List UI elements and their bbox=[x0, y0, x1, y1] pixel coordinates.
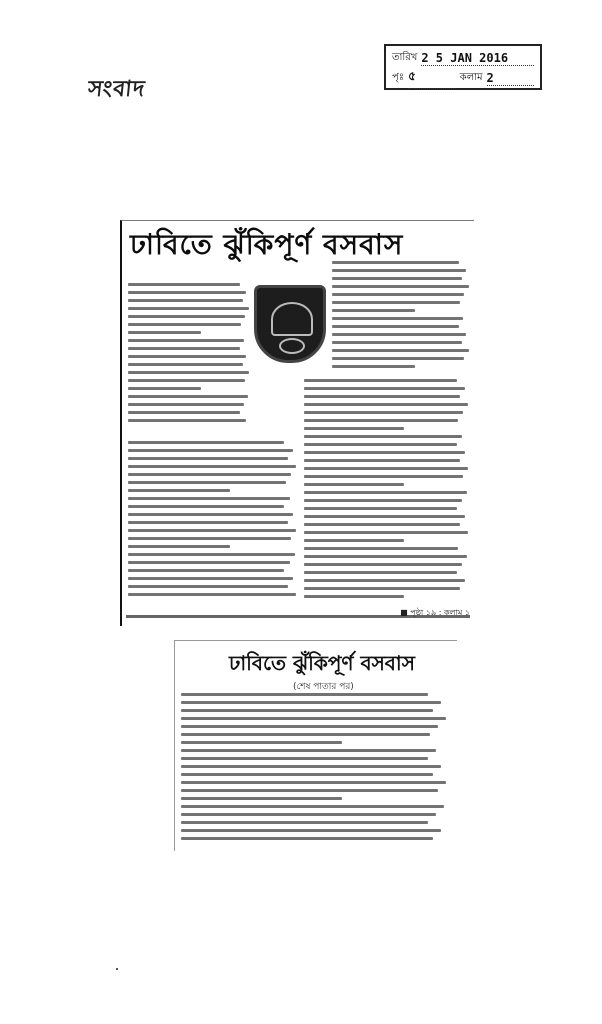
text-line bbox=[332, 277, 462, 280]
text-line bbox=[304, 403, 468, 406]
text-line bbox=[304, 515, 465, 518]
text-line bbox=[128, 529, 296, 532]
text-line bbox=[128, 411, 240, 414]
article-main-text-col-left-lower bbox=[128, 441, 298, 603]
stamp-column-label: কলাম bbox=[459, 71, 483, 83]
text-line bbox=[128, 537, 291, 540]
text-line bbox=[181, 701, 441, 704]
article-continued-clipping bbox=[174, 640, 457, 851]
text-line bbox=[128, 347, 240, 350]
text-line bbox=[332, 261, 459, 264]
text-line bbox=[304, 459, 460, 462]
text-line bbox=[181, 757, 428, 760]
article-continued-headline: ঢাবিতে ঝুঁকিপূর্ণ বসবাস bbox=[229, 651, 415, 675]
text-line bbox=[304, 507, 457, 510]
text-line bbox=[128, 585, 288, 588]
text-line bbox=[128, 331, 201, 334]
text-line bbox=[332, 301, 460, 304]
text-line bbox=[332, 341, 462, 344]
text-line bbox=[181, 781, 446, 784]
text-line bbox=[304, 491, 467, 494]
text-line bbox=[304, 467, 468, 470]
text-line bbox=[128, 355, 246, 358]
text-line bbox=[332, 333, 466, 336]
text-line bbox=[181, 829, 441, 832]
text-line bbox=[128, 371, 249, 374]
text-line bbox=[181, 813, 436, 816]
text-line bbox=[128, 457, 288, 460]
article-main-text-col-left bbox=[128, 283, 250, 433]
text-line bbox=[181, 765, 441, 768]
text-line bbox=[128, 593, 296, 596]
text-line bbox=[332, 309, 415, 312]
text-line bbox=[181, 709, 433, 712]
text-line bbox=[332, 325, 459, 328]
text-line bbox=[128, 553, 295, 556]
article-main-continuation-ref: ■ পৃষ্ঠা ১৯ : কলাম ১ bbox=[400, 608, 470, 617]
text-line bbox=[128, 363, 243, 366]
article-main-clipping bbox=[120, 220, 474, 626]
text-line bbox=[128, 387, 201, 390]
text-line bbox=[128, 339, 244, 342]
text-line bbox=[128, 497, 290, 500]
text-line bbox=[332, 269, 466, 272]
text-line bbox=[304, 579, 465, 582]
text-line bbox=[304, 427, 404, 430]
stamp-page-label: পৃঃ bbox=[392, 71, 405, 83]
text-line bbox=[304, 387, 465, 390]
text-line bbox=[128, 283, 240, 286]
text-line bbox=[332, 285, 469, 288]
text-line bbox=[304, 587, 460, 590]
text-line bbox=[181, 821, 428, 824]
stamp-page-value: ৫ bbox=[408, 68, 455, 89]
text-line bbox=[332, 293, 464, 296]
text-line bbox=[304, 571, 457, 574]
text-line bbox=[181, 725, 438, 728]
text-line bbox=[304, 595, 404, 598]
text-line bbox=[304, 499, 462, 502]
text-line bbox=[128, 379, 245, 382]
text-line bbox=[304, 411, 463, 414]
article-continued-subhead: (শেষ পাতার পর) bbox=[293, 682, 354, 692]
text-line bbox=[181, 789, 438, 792]
text-line bbox=[181, 733, 430, 736]
text-line bbox=[128, 489, 230, 492]
text-line bbox=[128, 521, 288, 524]
text-line bbox=[128, 513, 293, 516]
text-line bbox=[181, 805, 444, 808]
text-line bbox=[128, 569, 284, 572]
text-line bbox=[128, 577, 293, 580]
text-line bbox=[181, 717, 446, 720]
text-line bbox=[128, 449, 293, 452]
text-line bbox=[304, 451, 465, 454]
text-line bbox=[304, 483, 404, 486]
text-line bbox=[332, 317, 463, 320]
text-line bbox=[304, 539, 404, 542]
date-stamp bbox=[384, 44, 542, 90]
text-line bbox=[128, 291, 246, 294]
text-line bbox=[332, 365, 415, 368]
text-line bbox=[128, 473, 291, 476]
text-line bbox=[181, 693, 428, 696]
text-line bbox=[181, 749, 436, 752]
text-line bbox=[128, 441, 284, 444]
text-line bbox=[304, 379, 457, 382]
text-line bbox=[128, 315, 245, 318]
article-main-text-col-right-lower bbox=[304, 379, 470, 603]
text-line bbox=[181, 837, 433, 840]
text-line bbox=[304, 395, 460, 398]
text-line bbox=[128, 307, 249, 310]
stamp-date-row bbox=[392, 48, 534, 68]
text-line bbox=[128, 299, 243, 302]
text-line bbox=[181, 741, 342, 744]
text-line bbox=[128, 465, 296, 468]
stamp-date-label: তারিখ bbox=[392, 51, 418, 63]
text-line bbox=[128, 323, 241, 326]
text-line bbox=[304, 523, 460, 526]
text-line bbox=[128, 561, 290, 564]
university-logo-image bbox=[254, 285, 326, 363]
text-line bbox=[332, 349, 469, 352]
scan-speck bbox=[116, 968, 118, 970]
stamp-date-value: 2 5 JAN 2016 bbox=[421, 51, 534, 66]
text-line bbox=[128, 403, 244, 406]
text-line bbox=[128, 419, 246, 422]
text-line bbox=[304, 563, 462, 566]
text-line bbox=[128, 505, 284, 508]
text-line bbox=[128, 545, 230, 548]
text-line bbox=[181, 797, 342, 800]
stamp-page-row bbox=[392, 68, 534, 88]
text-line bbox=[128, 395, 248, 398]
text-line bbox=[304, 443, 457, 446]
article-main-headline: ঢাবিতে ঝুঁকিপূর্ণ বসবাস bbox=[130, 228, 404, 261]
text-line bbox=[128, 481, 286, 484]
newspaper-masthead: সংবাদ bbox=[86, 77, 147, 102]
text-line bbox=[304, 419, 458, 422]
text-line bbox=[304, 435, 462, 438]
article-main-text-col-right bbox=[332, 261, 470, 373]
stamp-column-value: 2 bbox=[487, 71, 534, 86]
text-line bbox=[181, 773, 433, 776]
text-line bbox=[304, 555, 467, 558]
article-continued-text bbox=[181, 693, 449, 845]
text-line bbox=[304, 547, 458, 550]
text-line bbox=[304, 531, 468, 534]
text-line bbox=[332, 357, 464, 360]
text-line bbox=[304, 475, 463, 478]
